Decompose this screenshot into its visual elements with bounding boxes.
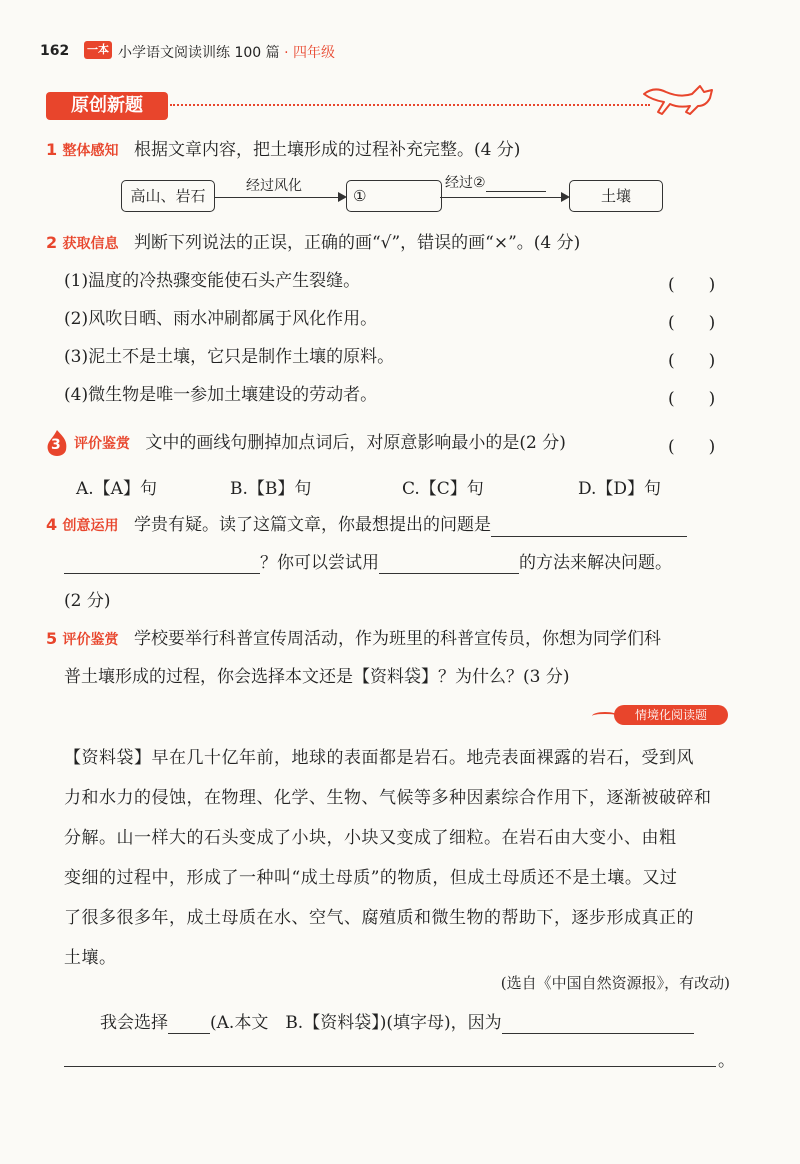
section-dot — [160, 101, 168, 109]
section-title: 原创新题 — [46, 92, 168, 120]
answer-parens[interactable]: ( ) — [668, 437, 716, 457]
question-number: 3 — [51, 437, 61, 453]
flow-blank-1-box: ① — [346, 180, 442, 212]
question-text: 的方法来解决问题。 — [519, 553, 672, 573]
flow-arrow2-text: 经过② — [445, 175, 486, 191]
book-title-line — [118, 42, 335, 62]
passage-line: 变细的过程中，形成了一种叫“成土母质”的物质，但成土母质还不是土壤。又过 — [64, 868, 678, 888]
answer-blank-method[interactable] — [379, 555, 519, 574]
flow-start-box: 高山、岩石 — [121, 180, 215, 212]
question-tag: 评价鉴赏 — [74, 436, 130, 452]
answer-parens[interactable]: ( ) — [668, 275, 716, 295]
question-number: 5 — [46, 629, 58, 648]
passage-source: (选自《中国自然资源报》，有改动) — [500, 974, 730, 992]
question-1 — [46, 139, 520, 162]
scenario-ribbon: 情境化阅读题 — [614, 705, 728, 725]
flow-arrow1-label: 经过风化 — [246, 178, 302, 194]
flow-arrow-1 — [215, 197, 345, 198]
flow-arrow-2 — [440, 197, 568, 198]
question-text: ？你可以尝试用 — [260, 553, 379, 573]
passage-line: 土壤。 — [64, 948, 117, 968]
question-number: 2 — [46, 233, 58, 252]
question-5-line-2: 普土壤形成的过程，你会选择本文还是【资料袋】？为什么？(3 分) — [64, 667, 570, 687]
passage-line: 分解。山一样大的石头变成了小块，小块又变成了细粒。在岩石由大变小、由粗 — [64, 828, 677, 848]
section-divider — [170, 104, 650, 106]
flow-blank-2[interactable] — [486, 177, 546, 192]
passage-line: 【资料袋】早在几十亿年前，地球的表面都是岩石。地壳表面裸露的岩石，受到风 — [64, 748, 694, 768]
question-number: 4 — [46, 515, 58, 534]
answer-blank-question-cont[interactable] — [64, 555, 260, 574]
answer-blank-choice[interactable] — [168, 1015, 210, 1034]
passage-line: 了很多很多年，成土母质在水、空气、腐殖质和微生物的帮助下，逐步形成真正的 — [64, 908, 694, 928]
question-tag: 整体感知 — [62, 143, 119, 159]
answer-text: (A.本文 B.【资料袋】)(填字母)，因为 — [210, 1013, 502, 1033]
question-2 — [46, 232, 580, 255]
answer-parens[interactable]: ( ) — [668, 389, 716, 409]
question-number: 1 — [46, 140, 58, 159]
judgement-item: (2)风吹日晒、雨水冲刷都属于风化作用。 — [64, 309, 378, 329]
question-text: 判断下列说法的正误，正确的画“√”，错误的画“×”。(4 分) — [133, 233, 581, 253]
page-number: 162 — [40, 43, 70, 59]
answer-blank-reason[interactable] — [502, 1015, 694, 1034]
question-score: (2 分) — [64, 591, 111, 611]
option-a[interactable]: A.【A】句 — [76, 479, 157, 499]
grade-label: 四年级 — [292, 45, 335, 61]
option-b[interactable]: B.【B】句 — [230, 479, 312, 499]
question-5 — [46, 628, 661, 651]
publisher-logo: 一本 — [84, 41, 112, 59]
question-text: 根据文章内容，把土壤形成的过程补充完整。(4 分) — [133, 140, 521, 160]
question-tag: 创意运用 — [62, 518, 119, 534]
question-text: 文中的画线句删掉加点词后，对原意影响最小的是(2 分) — [145, 433, 566, 453]
passage-line: 力和水力的侵蚀，在物理、化学、生物、气候等多种因素综合作用下，逐渐被破碎和 — [64, 788, 712, 808]
answer-blank-question[interactable] — [491, 518, 687, 537]
judgement-item: (1)温度的冷热骤变能使石头产生裂缝。 — [64, 271, 361, 291]
running-cat-icon — [640, 80, 720, 120]
resource-passage — [64, 738, 732, 978]
flow-end-box: 土壤 — [569, 180, 663, 212]
answer-text: 我会选择 — [100, 1013, 168, 1033]
book-title: 小学语文阅读训练 100 篇 — [118, 45, 280, 61]
end-period: 。 — [718, 1051, 735, 1071]
answer-line — [100, 1012, 694, 1034]
question-text: 学校要举行科普宣传周活动，作为班里的科普宣传员，你想为同学们科 — [133, 629, 661, 649]
judgement-item: (3)泥土不是土壤，它只是制作土壤的原料。 — [64, 347, 395, 367]
question-tag: 评价鉴赏 — [62, 632, 119, 648]
answer-parens[interactable]: ( ) — [668, 313, 716, 333]
flow-arrow2-label — [445, 172, 546, 192]
question-text: 学贵有疑。读了这篇文章，你最想提出的问题是 — [133, 515, 491, 535]
option-c[interactable]: C.【C】句 — [402, 479, 484, 499]
answer-blank-reason-cont[interactable] — [64, 1066, 716, 1067]
judgement-item: (4)微生物是唯一参加土壤建设的劳动者。 — [64, 385, 378, 405]
answer-parens[interactable]: ( ) — [668, 351, 716, 371]
option-d[interactable]: D.【D】句 — [578, 479, 662, 499]
question-4-line-2 — [64, 552, 672, 574]
title-separator: · — [284, 45, 289, 61]
question-tag: 获取信息 — [62, 236, 119, 252]
question-4 — [46, 514, 687, 537]
question-3 — [74, 432, 566, 455]
